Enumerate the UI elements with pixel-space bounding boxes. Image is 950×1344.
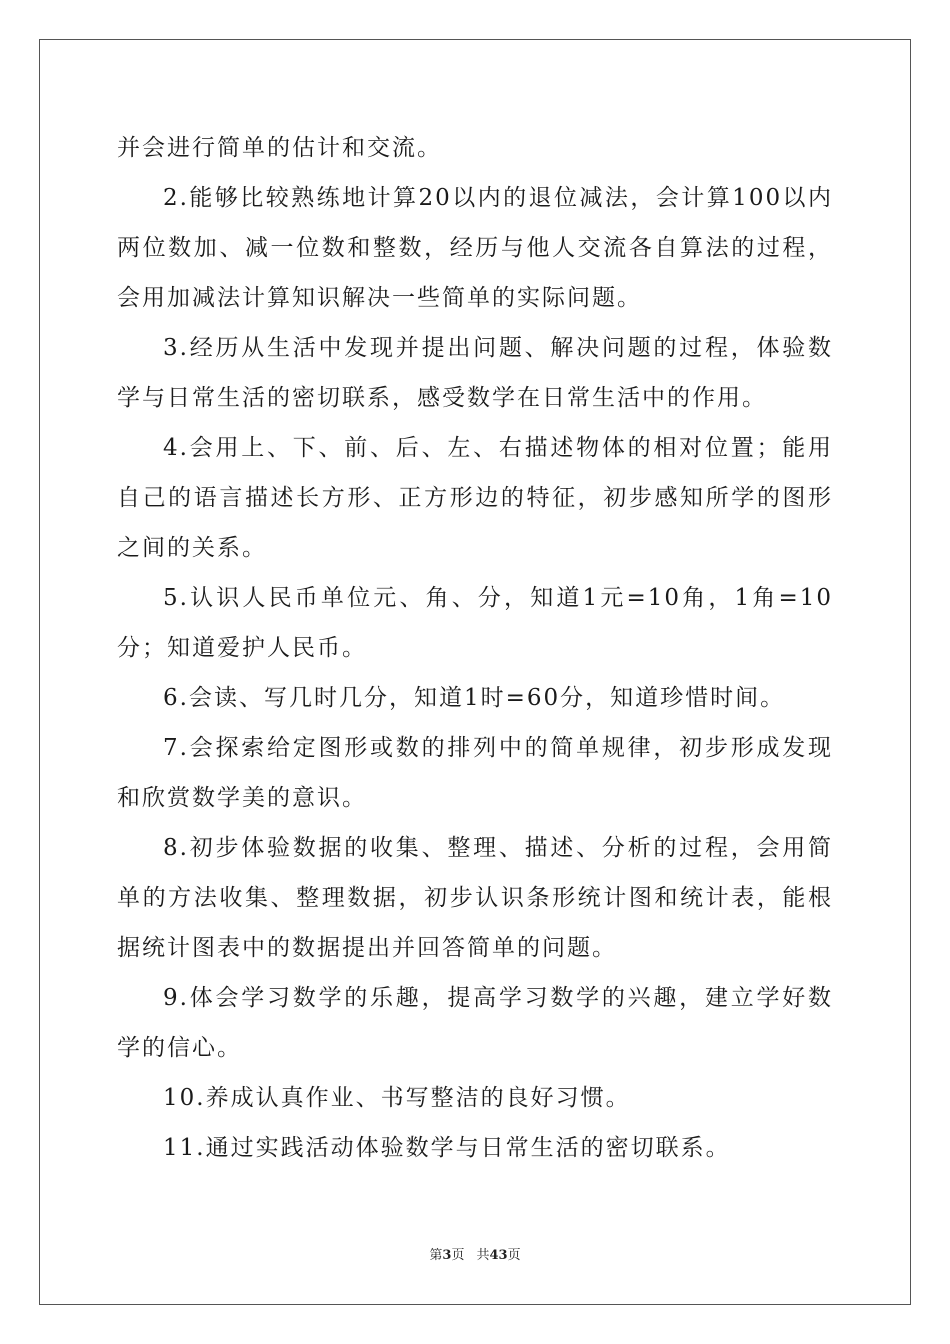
paragraph-item-3: 3.经历从生活中发现并提出问题、解决问题的过程，体验数学与日常生活的密切联系，感受数学在日常生活中的作用。 (117, 335, 833, 411)
paragraph-item-9: 9.体会学习数学的乐趣，提高学习数学的兴趣，建立学好数学的信心。 (117, 985, 833, 1061)
paragraph-item-11: 11.通过实践活动体验数学与日常生活的密切联系。 (163, 1135, 731, 1161)
document-body (117, 123, 833, 1173)
paragraph-continuation: 并会进行简单的估计和交流。 (117, 135, 442, 161)
paragraph-item-7: 7.会探索给定图形或数的排列中的简单规律，初步形成发现和欣赏数学美的意识。 (117, 735, 833, 811)
paragraph-item-2: 2.能够比较熟练地计算20以内的退位减法，会计算100以内两位数加、减一位数和整数，经历与他人交流各自算法的过程，会用加减法计算知识解决一些简单的实际问题。 (117, 185, 833, 311)
paragraph-item-6: 6.会读、写几时几分，知道1时=60分，知道珍惜时间。 (163, 685, 786, 711)
paragraph-item-4: 4.会用上、下、前、后、左、右描述物体的相对位置；能用自己的语言描述长方形、正方形边的特征，初步感知所学的图形之间的关系。 (117, 435, 833, 561)
page-label-suffix: 页 (451, 1248, 465, 1263)
page-label-prefix: 第 (429, 1248, 443, 1263)
total-pages: 43 (489, 1248, 508, 1263)
page-footer (0, 1244, 950, 1263)
page-number: 3 (442, 1248, 452, 1263)
paragraph-item-8: 8.初步体验数据的收集、整理、描述、分析的过程，会用简单的方法收集、整理数据，初步认识条形统计图和统计表，能根据统计图表中的数据提出并回答简单的问题。 (117, 835, 833, 961)
total-label-suffix: 页 (507, 1248, 521, 1263)
total-label-prefix: 共 (476, 1248, 490, 1263)
paragraph-item-5: 5.认识人民币单位元、角、分，知道1元=10角，1角=10分；知道爱护人民币。 (117, 585, 833, 661)
paragraph-item-10: 10.养成认真作业、书写整洁的良好习惯。 (163, 1085, 631, 1111)
